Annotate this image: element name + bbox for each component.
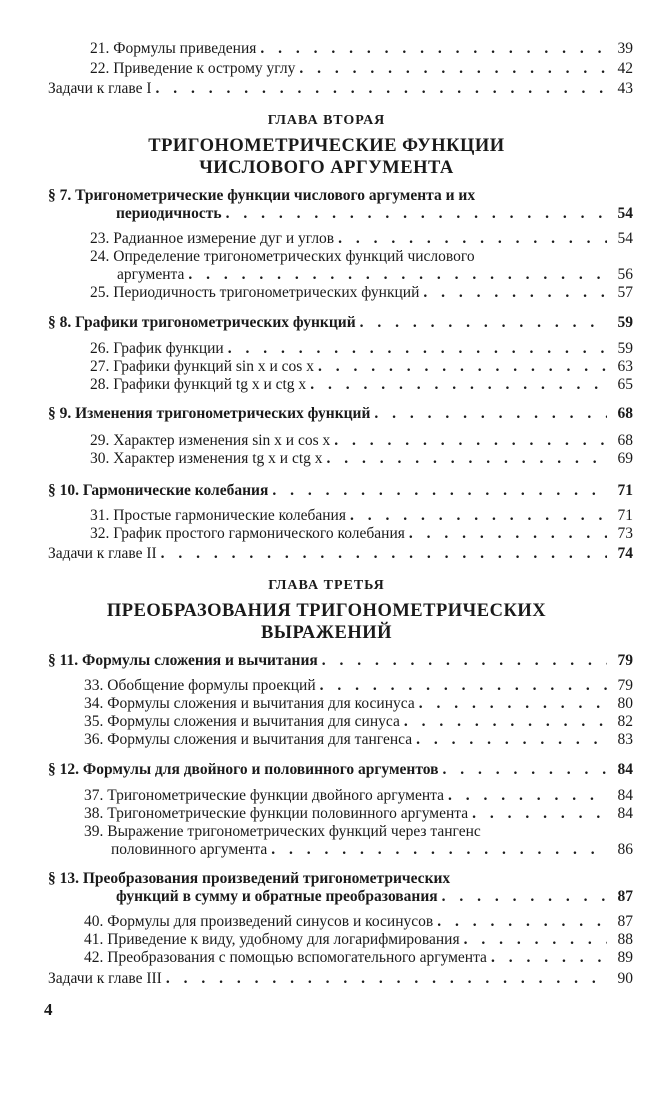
toc-item-page: 84 (617, 787, 633, 804)
section-title-cont: периодичность (116, 205, 222, 222)
section-13[interactable] (116, 888, 633, 906)
toc-item-label: 33. Обобщение формулы проекций (84, 677, 316, 694)
toc-item-label: 23. Радианное измерение дуг и углов (90, 230, 335, 247)
toc-item-page: 90 (617, 970, 633, 987)
toc-item-label: 42. Преобразования с помощью вспомогательного аргумента (84, 949, 487, 966)
toc-item-24[interactable] (117, 266, 633, 284)
toc-item-label: 27. Графики функций sin x и cos x (90, 358, 314, 375)
toc-item-page: 80 (617, 695, 633, 712)
toc-item-label-cont: аргумента (117, 266, 185, 283)
section-page: 59 (617, 314, 633, 331)
section-page: 87 (617, 888, 633, 905)
section-12[interactable] (48, 761, 633, 779)
toc-item-label: 32. График простого гармонического колебания (90, 525, 405, 542)
toc-item-page: 56 (617, 266, 633, 283)
toc-item-37[interactable] (84, 787, 633, 805)
toc-item-26[interactable] (90, 340, 633, 358)
toc-item-label: Задачи к главе I (48, 80, 152, 97)
toc-item-label: 35. Формулы сложения и вычитания для синуса (84, 713, 400, 730)
toc-item-page: 89 (617, 949, 633, 966)
toc-item-page: 84 (617, 805, 633, 822)
toc-item-label: 25. Периодичность тригонометрических функций (90, 284, 420, 301)
section-10[interactable] (48, 482, 633, 500)
toc-item-page: 39 (617, 40, 633, 57)
toc-item-label: 36. Формулы сложения и вычитания для тангенса (84, 731, 413, 748)
toc-item-31[interactable] (90, 507, 633, 525)
toc-item-22[interactable] (90, 60, 633, 78)
toc-item-page: 57 (617, 284, 633, 301)
toc-item-page: 59 (617, 340, 633, 357)
toc-item-38[interactable] (84, 805, 633, 823)
toc-item-label: 38. Тригонометрические функции половинного аргумента (84, 805, 469, 822)
toc-item-24-line1[interactable]: 24. Определение тригонометрических функций числового (90, 248, 475, 265)
toc-item-page: 82 (617, 713, 633, 730)
section-title: § 8. Графики тригонометрических функций (48, 314, 356, 331)
section-7-title-line1[interactable]: § 7. Тригонометрические функции числового аргумента и их (48, 187, 476, 204)
toc-item-label: 41. Приведение к виду, удобному для логарифмирования (84, 931, 460, 948)
section-11[interactable] (48, 652, 633, 670)
toc-item-page: 54 (617, 230, 633, 247)
toc-item-page: 73 (617, 525, 633, 542)
toc-item-label: 26. График функции (90, 340, 224, 357)
toc-item-page: 63 (617, 358, 633, 375)
toc-item-label: 21. Формулы приведения (90, 40, 257, 57)
section-13-title-line1[interactable]: § 13. Преобразования произведений тригонометрических (48, 870, 451, 887)
section-page: 54 (617, 205, 633, 222)
section-page: 68 (617, 405, 633, 422)
section-page: 84 (617, 761, 633, 778)
toc-item-page: 79 (617, 677, 633, 694)
toc-item-label: 29. Характер изменения sin x и cos x (90, 432, 331, 449)
section-title: § 12. Формулы для двойного и половинного аргументов (48, 761, 439, 778)
toc-item-36[interactable] (84, 731, 633, 749)
toc-item-page: 69 (617, 450, 633, 467)
toc-item-32[interactable] (90, 525, 633, 543)
toc-item-label: 28. Графики функций tg x и ctg x (90, 376, 307, 393)
toc-item-40[interactable] (84, 913, 633, 931)
toc-item-label-cont: половинного аргумента (111, 841, 268, 858)
section-page: 79 (617, 652, 633, 669)
section-7[interactable] (116, 205, 633, 223)
toc-item-label: Задачи к главе II (48, 545, 157, 562)
toc-item-page: 87 (617, 913, 633, 930)
toc-item-page: 83 (617, 731, 633, 748)
toc-item-page: 42 (617, 60, 633, 77)
toc-item-23[interactable] (90, 230, 633, 248)
toc-item-41[interactable] (84, 931, 633, 949)
toc-item-label: 37. Тригонометрические функции двойного аргумента (84, 787, 444, 804)
toc-item-page: 68 (617, 432, 633, 449)
toc-item-27[interactable] (90, 358, 633, 376)
section-title: § 9. Изменения тригонометрических функций (48, 405, 371, 422)
toc-item-page: 88 (617, 931, 633, 948)
toc-item-label: 40. Формулы для произведений синусов и косинусов (84, 913, 434, 930)
page-number: 4 (44, 1000, 53, 1019)
toc-tasks-ch2[interactable] (48, 545, 633, 563)
toc-item-42[interactable] (84, 949, 633, 967)
toc-item-25[interactable] (90, 284, 633, 302)
toc-item-39-line1[interactable]: 39. Выражение тригонометрических функций через тангенс (84, 823, 481, 840)
section-8[interactable] (48, 314, 633, 332)
chapter-2-label: ГЛАВА ВТОРАЯ (267, 113, 386, 128)
toc-item-21[interactable] (90, 40, 633, 58)
toc-item-33[interactable] (84, 677, 633, 695)
chapter-3-title-line2: ВЫРАЖЕНИЙ (260, 623, 393, 643)
toc-item-page: 71 (617, 507, 633, 524)
toc-item-30[interactable] (90, 450, 633, 468)
toc-item-39[interactable] (111, 841, 633, 859)
toc-item-page: 43 (617, 80, 633, 97)
toc-item-label: 31. Простые гармонические колебания (90, 507, 346, 524)
section-title-cont: функций в сумму и обратные преобразования (116, 888, 438, 905)
toc-item-label: Задачи к главе III (48, 970, 162, 987)
chapter-3-title-line1: ПРЕОБРАЗОВАНИЯ ТРИГОНОМЕТРИЧЕСКИХ (106, 601, 547, 621)
toc-tasks-ch1[interactable] (48, 80, 633, 98)
section-9[interactable] (48, 405, 633, 423)
toc-item-label: 34. Формулы сложения и вычитания для косинуса (84, 695, 415, 712)
toc-item-label: 30. Характер изменения tg x и ctg x (90, 450, 323, 467)
chapter-2-title-line1: ТРИГОНОМЕТРИЧЕСКИЕ ФУНКЦИИ (148, 136, 505, 156)
toc-tasks-ch3[interactable] (48, 970, 633, 988)
section-title: § 11. Формулы сложения и вычитания (48, 652, 318, 669)
toc-item-34[interactable] (84, 695, 633, 713)
toc-item-page: 86 (617, 841, 633, 858)
toc-item-page: 65 (617, 376, 633, 393)
toc-item-label: 22. Приведение к острому углу (90, 60, 296, 77)
toc-item-29[interactable] (90, 432, 633, 450)
section-page: 71 (617, 482, 633, 499)
chapter-3-label: ГЛАВА ТРЕТЬЯ (268, 578, 385, 593)
toc-item-35[interactable] (84, 713, 633, 731)
chapter-2-title-line2: ЧИСЛОВОГО АРГУМЕНТА (199, 158, 454, 178)
toc-item-28[interactable] (90, 376, 633, 394)
toc-item-page: 74 (617, 545, 633, 562)
section-title: § 10. Гармонические колебания (48, 482, 269, 499)
